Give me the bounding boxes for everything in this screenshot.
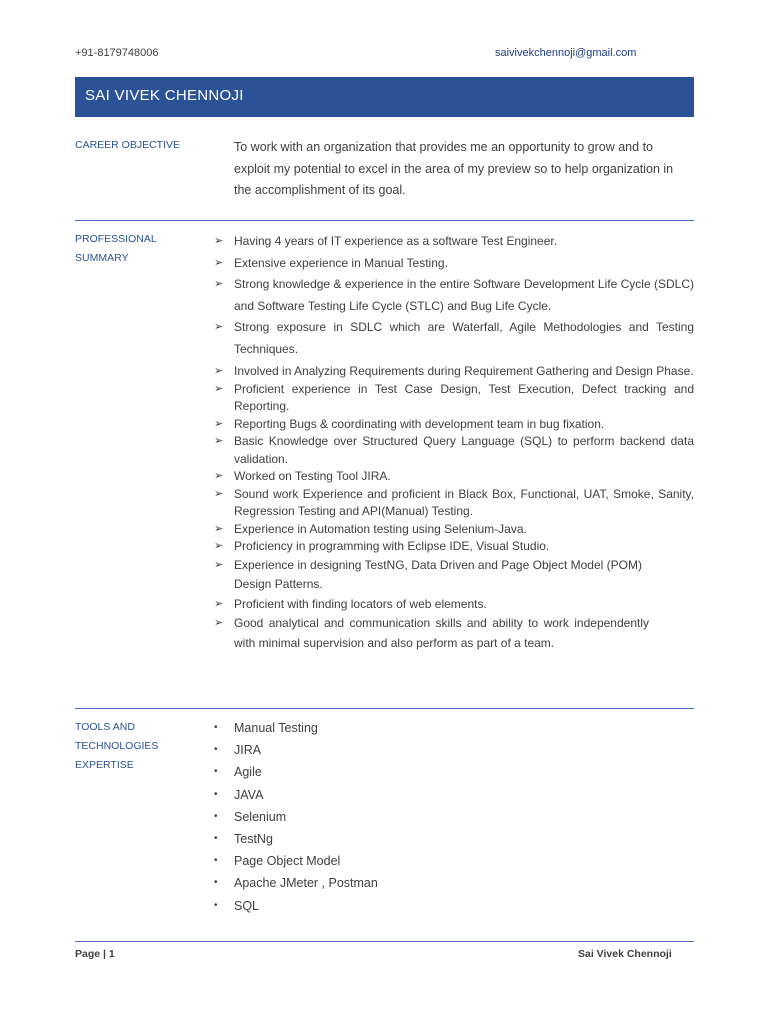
email-address[interactable]: saivivekchennoji@gmail.com (495, 47, 637, 59)
arrow-bullet-icon: ➢ (214, 256, 224, 269)
tool-item-text: JIRA (234, 743, 262, 758)
bullet-dot-icon: • (214, 877, 218, 889)
page-number: Page | 1 (75, 948, 115, 960)
arrow-bullet-icon: ➢ (214, 470, 224, 482)
tool-item (213, 761, 513, 783)
tool-item (213, 784, 513, 806)
arrow-bullet-icon: ➢ (214, 558, 224, 571)
summary-item (213, 614, 694, 653)
summary-item (213, 595, 694, 615)
summary-item-text: Experience in Automation testing using Selenium-Java. (234, 521, 527, 536)
professional-summary-list (213, 231, 694, 653)
bullet-dot-icon: • (214, 810, 218, 822)
bullet-dot-icon: • (214, 899, 218, 911)
arrow-bullet-icon: ➢ (214, 278, 224, 290)
summary-item-text: Proficient experience in Test Case Design, Test Execution, Defect tracking and Reporting. (234, 381, 694, 413)
arrow-bullet-icon: ➢ (214, 540, 224, 552)
tool-item (213, 717, 513, 739)
arrow-bullet-icon: ➢ (214, 365, 224, 377)
summary-item (213, 521, 694, 539)
bullet-dot-icon: • (214, 744, 218, 756)
summary-item (213, 231, 694, 253)
candidate-name: SAI VIVEK CHENNOJI (85, 87, 244, 104)
arrow-bullet-icon: ➢ (214, 597, 224, 610)
bullet-dot-icon: • (214, 833, 218, 845)
tool-item (213, 739, 513, 761)
arrow-bullet-icon: ➢ (214, 522, 224, 535)
section-divider (75, 220, 694, 221)
summary-item-text: Strong exposure in SDLC which are Waterfall, Agile Methodologies and Testing Techniques. (234, 320, 694, 356)
summary-item-text: Having 4 years of IT experience as a software Test Engineer. (234, 234, 558, 248)
tools-label (75, 718, 195, 775)
tool-item-text: Agile (234, 765, 262, 780)
tool-item-text: Page Object Model (234, 854, 341, 869)
summary-item (213, 274, 694, 317)
arrow-bullet-icon: ➢ (214, 435, 224, 447)
arrow-bullet-icon: ➢ (214, 487, 224, 500)
tool-item-text: SQL (234, 898, 260, 913)
tool-item (213, 872, 513, 894)
summary-item-text: Worked on Testing Tool JIRA. (234, 469, 391, 483)
summary-item-text: Strong knowledge & experience in the entire Software Development Life Cycle (SDLC) and Software Testing Life Cycle (STLC) and Bug Life Cycle. (234, 277, 694, 313)
summary-item-text: Good analytical and communication skills and ability to work independently with minimal supervision and also perform as part of a team. (234, 616, 649, 650)
summary-item (213, 381, 694, 416)
tools-label-line3: EXPERTISE (75, 759, 134, 771)
tools-label-line1: TOOLS AND (75, 721, 135, 733)
bullet-dot-icon: • (214, 855, 218, 867)
summary-item-text: Proficiency in programming with Eclipse IDE, Visual Studio. (234, 539, 550, 553)
summary-item (213, 538, 694, 556)
section-divider (75, 708, 694, 709)
arrow-bullet-icon: ➢ (214, 417, 224, 430)
professional-summary-label-line2: SUMMARY (75, 252, 129, 264)
professional-summary-label (75, 230, 195, 268)
summary-item (213, 468, 694, 486)
summary-item-text: Basic Knowledge over Structured Query Language (SQL) to perform backend data validation. (234, 434, 694, 466)
footer-divider (75, 941, 694, 942)
tool-item-text: Apache JMeter , Postman (234, 876, 378, 891)
tool-item-text: Selenium (234, 809, 287, 824)
bullet-dot-icon: • (214, 788, 218, 800)
career-objective-text: To work with an organization that provides me an opportunity to grow and to exploit my potential to excel in the area of my preview so to help organization in the accomplishment of its goal. (234, 140, 674, 197)
summary-item (213, 486, 694, 521)
bullet-dot-icon: • (214, 766, 218, 778)
professional-summary-label-line1: PROFESSIONAL (75, 233, 157, 245)
summary-item-text: Reporting Bugs & coordinating with development team in bug fixation. (234, 416, 605, 431)
tools-list (213, 717, 513, 917)
summary-item (213, 556, 694, 595)
summary-item-text: Involved in Analyzing Requirements during Requirement Gathering and Design Phase. (234, 364, 694, 378)
bullet-dot-icon: • (214, 722, 218, 733)
tools-label-line2: TECHNOLOGIES (75, 740, 159, 752)
footer-author: Sai Vivek Chennoji (578, 948, 672, 960)
arrow-bullet-icon: ➢ (214, 321, 224, 333)
tool-item-text: JAVA (234, 787, 264, 802)
summary-item-text: Extensive experience in Manual Testing. (234, 255, 448, 270)
arrow-bullet-icon: ➢ (214, 382, 224, 395)
summary-item (213, 363, 694, 381)
name-banner (75, 77, 694, 117)
phone-number: +91-8179748006 (75, 47, 159, 59)
summary-item-text: Experience in designing TestNG, Data Driven and Page Object Model (POM) Design Patterns. (234, 557, 642, 591)
tool-item (213, 828, 513, 850)
summary-item-text: Sound work Experience and proficient in Black Box, Functional, UAT, Smoke, Sanity, Regression Testing and API(Manual) Testing. (234, 486, 694, 518)
tool-item-text: Manual Testing (234, 721, 318, 735)
summary-item (213, 433, 694, 468)
summary-item (213, 416, 694, 434)
arrow-bullet-icon: ➢ (214, 235, 224, 247)
summary-item (213, 317, 694, 360)
tool-item-text: TestNg (234, 832, 273, 847)
arrow-bullet-icon: ➢ (214, 617, 224, 629)
tool-item (213, 806, 513, 828)
tool-item (213, 850, 513, 872)
summary-item (213, 253, 694, 275)
tool-item (213, 895, 513, 917)
summary-item-text: Proficient with finding locators of web elements. (234, 596, 487, 611)
career-objective-label: CAREER OBJECTIVE (75, 139, 181, 151)
